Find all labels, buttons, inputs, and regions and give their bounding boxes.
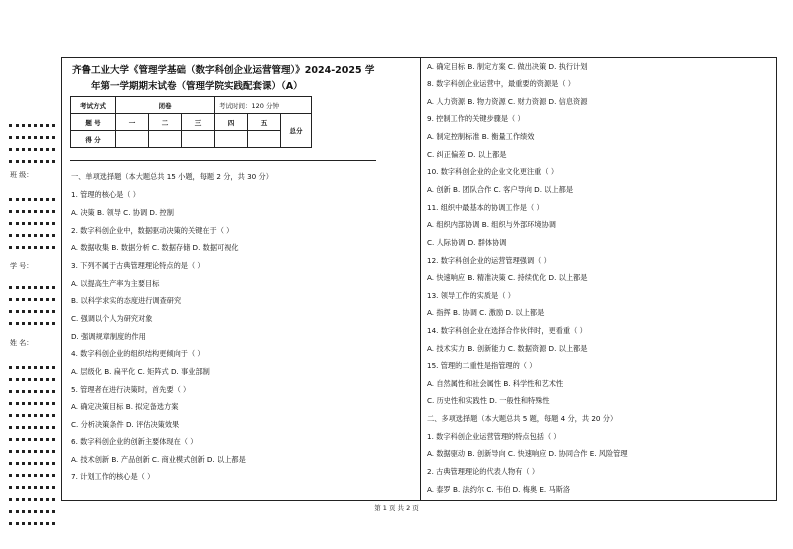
- text-line: A. 确定目标 B. 制定方案 C. 做出决策 D. 执行计划: [427, 62, 588, 71]
- binding-dots: [9, 366, 55, 372]
- binding-dots: [9, 210, 55, 216]
- score-cell[interactable]: [215, 131, 248, 148]
- binding-dots: [9, 286, 55, 292]
- text-line: A. 创新 B. 团队合作 C. 客户导向 D. 以上都是: [427, 185, 574, 194]
- binding-dots: [9, 198, 55, 204]
- text-line: 10. 数字科创企业的企业文化更注重（ ）: [427, 167, 559, 176]
- binding-dots: [9, 160, 55, 166]
- text-line: A. 快速响应 B. 精准决策 C. 持续优化 D. 以上都是: [427, 273, 588, 282]
- text-line: C. 人际协调 D. 群体协调: [427, 238, 507, 247]
- score-table: [70, 96, 312, 148]
- score-cell[interactable]: [149, 131, 182, 148]
- text-line: 2. 古典管理理论的代表人物有（ ）: [427, 467, 540, 476]
- score-cell[interactable]: [116, 131, 149, 148]
- text-line: 1. 数字科创企业运营管理的特点包括（ ）: [427, 432, 561, 441]
- name-label: 姓 名：: [10, 339, 34, 347]
- text-line: 4. 数字科创企业的组织结构更倾向于（ ）: [71, 349, 205, 358]
- text-line: 13. 领导工作的实质是（ ）: [427, 291, 515, 300]
- text-line: A. 决策 B. 领导 C. 协调 D. 控制: [71, 208, 174, 217]
- text-line: A. 以提高生产率为主要目标: [71, 279, 160, 288]
- exam-mode-label: 考试方式: [71, 97, 116, 114]
- text-line: B. 以科学求实的态度进行调查研究: [71, 296, 182, 305]
- part-2: 二: [149, 114, 182, 131]
- text-line: D. 强调规章制度的作用: [71, 332, 146, 341]
- binding-dots: [9, 298, 55, 304]
- text-line: 12. 数字科创企业的运营管理强调（ ）: [427, 256, 551, 265]
- exam-mode-value: 闭卷: [116, 97, 215, 114]
- page-number: 第 1 页 共 2 页: [374, 504, 419, 512]
- text-line: 11. 组织中最基本的协调工作是（ ）: [427, 203, 544, 212]
- exam-time: 考试时间：120 分钟: [215, 97, 312, 114]
- binding-dots: [9, 486, 55, 492]
- text-line: 二、多项选择题（本大题总共 5 题，每题 4 分，共 20 分）: [427, 414, 618, 423]
- text-line: A. 确定决策目标 B. 拟定备选方案: [71, 402, 179, 411]
- total-label: 总分: [281, 114, 312, 148]
- binding-dots: [9, 124, 55, 130]
- text-line: 3. 下列不属于古典管理理论特点的是（ ）: [71, 261, 205, 270]
- binding-dots: [9, 462, 55, 468]
- text-line: 一、单项选择题（本大题总共 15 小题，每题 2 分，共 30 分）: [71, 172, 273, 181]
- binding-dots: [9, 378, 55, 384]
- binding-dots: [9, 450, 55, 456]
- student-id-label: 学 号：: [10, 262, 34, 270]
- column-divider: [420, 57, 421, 501]
- part-1: 一: [116, 114, 149, 131]
- binding-dots: [9, 234, 55, 240]
- section-rule: [70, 160, 376, 161]
- text-line: 5. 管理者在进行决策时，首先要（ ）: [71, 385, 191, 394]
- text-line: A. 组织内部协调 B. 组织与外部环境协调: [427, 220, 556, 229]
- text-line: 6. 数字科创企业的创新主要体现在（ ）: [71, 437, 198, 446]
- text-line: 1. 管理的核心是（ ）: [71, 190, 140, 199]
- binding-dots: [9, 426, 55, 432]
- text-line: 2. 数字科创企业中，数据驱动决策的关键在于（ ）: [71, 226, 234, 235]
- text-line: A. 技术创新 B. 产品创新 C. 商业模式创新 D. 以上都是: [71, 455, 246, 464]
- text-line: 15. 管理的二重性是指管理的（ ）: [427, 361, 537, 370]
- text-line: A. 泰罗 B. 法约尔 C. 韦伯 D. 梅奥 E. 马斯洛: [427, 485, 571, 494]
- qno-label: 题 号: [71, 114, 116, 131]
- text-line: A. 数据驱动 B. 创新导向 C. 快速响应 D. 协同合作 E. 风险管理: [427, 449, 628, 458]
- text-line: A. 自然属性和社会属性 B. 科学性和艺术性: [427, 379, 564, 388]
- text-line: 9. 控制工作的关键步骤是（ ）: [427, 114, 525, 123]
- binding-dots: [9, 322, 55, 328]
- text-line: A. 层级化 B. 扁平化 C. 矩阵式 D. 事业部制: [71, 367, 210, 376]
- text-line: A. 指挥 B. 协调 C. 激励 D. 以上都是: [427, 308, 545, 317]
- part-5: 五: [248, 114, 281, 131]
- binding-dots: [9, 438, 55, 444]
- score-label: 得 分: [71, 131, 116, 148]
- binding-dots: [9, 246, 55, 252]
- text-line: C. 分析决策条件 D. 评估决策效果: [71, 420, 180, 429]
- text-line: 8. 数字科创企业运营中，最重要的资源是（ ）: [427, 79, 575, 88]
- text-line: C. 历史性和实践性 D. 一般性和特殊性: [427, 396, 550, 405]
- score-cell[interactable]: [182, 131, 215, 148]
- binding-dots: [9, 414, 55, 420]
- exam-title-line1: 齐鲁工业大学《管理学基础（数字科创企业运营管理）》2024-2025 学: [72, 65, 375, 76]
- binding-dots: [9, 390, 55, 396]
- binding-dots: [9, 148, 55, 154]
- text-line: A. 人力资源 B. 物力资源 C. 财力资源 D. 信息资源: [427, 97, 588, 106]
- part-4: 四: [215, 114, 248, 131]
- binding-dots: [9, 222, 55, 228]
- binding-dots: [9, 310, 55, 316]
- text-line: A. 技术实力 B. 创新能力 C. 数据资源 D. 以上都是: [427, 344, 588, 353]
- text-line: C. 纠正偏差 D. 以上都是: [427, 150, 507, 159]
- binding-dots: [9, 136, 55, 142]
- text-line: 7. 计划工作的核心是（ ）: [71, 472, 155, 481]
- binding-dots: [9, 402, 55, 408]
- binding-dots: [9, 522, 55, 528]
- binding-dots: [9, 474, 55, 480]
- text-line: C. 强调以个人为研究对象: [71, 314, 153, 323]
- class-label: 班 级：: [10, 171, 34, 179]
- part-3: 三: [182, 114, 215, 131]
- score-cell[interactable]: [248, 131, 281, 148]
- text-line: A. 数据收集 B. 数据分析 C. 数据存储 D. 数据可视化: [71, 243, 239, 252]
- exam-title-line2: 年第一学期期末试卷（管理学院实践配套课）（A）: [91, 81, 303, 92]
- text-line: 14. 数字科创企业在选择合作伙伴时，更看重（ ）: [427, 326, 587, 335]
- text-line: A. 制定控制标准 B. 衡量工作绩效: [427, 132, 535, 141]
